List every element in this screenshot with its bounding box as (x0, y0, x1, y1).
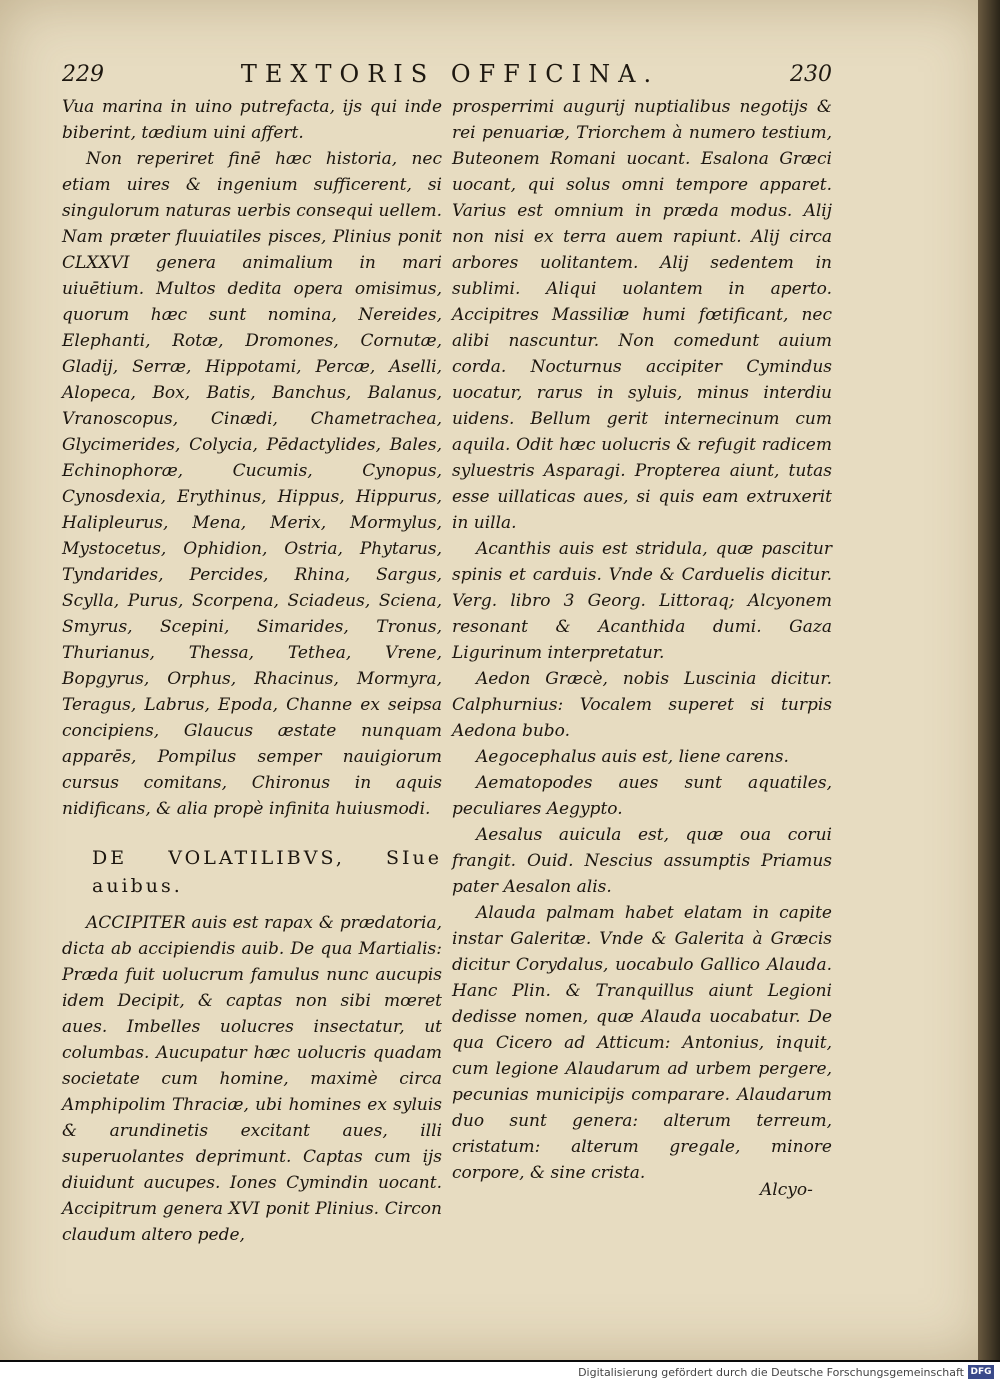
paragraph: Vua marina in uino putrefacta, ijs qui inde biberint, tædium uini affert. (62, 97, 442, 143)
paragraph: Alauda palmam habet elatam in capite instar Galeritæ. Vnde & Galerita à Græcis dicitur Corydalus, uocabulo Gallico Alauda. Hanc Plin. & Tranquillus aiunt Legioni dedisse nomen, quæ Alauda uocabatur. De qua Cicero ad Atticum: Antonius, inquit, cum legione Alaudarum ad urbem pergere, pecunias municipijs comparare. Alaudarum duo sunt genera: alterum terreum, cristatum: alterum gregale, minore corpore, & sine crista. (452, 903, 832, 1183)
page-number-right: 230 (790, 62, 832, 87)
left-column (62, 94, 442, 1248)
paragraph: prosperrimi augurij nuptialibus negotijs & rei penuariæ, Triorchem à numero testium, Buteonem Romani uocant. Esalona Græci uocant, qui solus omni tempore apparet. Varius est omnium in præda modus. Alij non nisi ex terra auem rapiunt. Alij circa arbores uolitantem. Alij sedentem in sublimi. Aliqui uolantem in aperto. Accipitres Massiliæ humi fœtificant, nec alibi nascuntur. Non comedunt auium corda. Nocturnus accipiter Cymindus uocatur, rarus in syluis, minus interdiu uidens. Bellum gerit internecinum cum aquila. Odit hæc uolucris & refugit radicem syluestris Asparagi. Propterea aiunt, tutas esse uillaticas aues, si quis eam extruxerit in uilla. (452, 97, 832, 533)
page-number-left: 229 (62, 62, 104, 87)
section-heading: DE VOLATILIBVS, SIue auibus. (92, 847, 442, 897)
paragraph: Non reperiret finē hæc historia, nec etiam uires & ingenium sufficerent, si singulorum naturas uerbis consequi uellem. Nam præter fluuiatiles pisces, Plinius ponit CLXXVI genera animalium in mari uiuētium. Multos dedita opera omisimus, quorum hæc sunt nomina, Nereides, Elephanti, Rotæ, Dromones, Cornutæ, Gladij, Serræ, Hippotami, Percæ, Aselli, Alopeca, Box, Batis, Banchus, Balanus, Vranoscopus, Cinædi, Chametrachea, Glycimerides, Colycia, Pēdactylides, Bales, Echinophoræ, Cucumis, Cynopus, Cynosdexia, Erythinus, Hippus, Hippurus, Halipleurus, Mena, Merix, Mormylus, Mystocetus, Ophidion, Ostria, Phytarus, Tyndarides, Percides, Rhina, Sargus, Scylla, Purus, Scorpena, Sciadeus, Sciena, Smyrus, Scepini, Simarides, Tronus, Thurianus, Thessa, Tethea, Vrene, Bopgyrus, Orphus, Rhacinus, Mormyra, Teragus, Labrus, Epoda, Channe ex seipsa concipiens, Glaucus æstate nunquam apparēs, Pompilus semper nauigiorum cursus comitans, Chironus in aquis nidificans, & alia propè infinita huiusmodi. (62, 149, 442, 819)
paragraph: Aegocephalus auis est, liene carens. (476, 747, 789, 767)
paragraph: Aedon Græcè, nobis Luscinia dicitur. Calphurnius: Vocalem superet si turpis Aedona bubo. (452, 669, 832, 741)
page-edge-shadow (978, 0, 1000, 1360)
paragraph: Aematopodes aues sunt aquatiles, peculiares Aegypto. (452, 773, 832, 819)
right-column (452, 94, 832, 1186)
running-title: TEXTORIS OFFICINA. (240, 60, 660, 88)
paragraph: ACCIPITER auis est rapax & prædatoria, dicta ab accipiendis auib. De qua Martialis: Præda fuit uolucrum famulus nunc aucupis idem Decipit, & captas non sibi mœret aues. Imbelles uolucres insectatur, ut columbas. Aucupatur hæc uolucris quadam societate cum homine, maximè circa Amphipolim Thraciæ, ubi homines ex syluis & arundinetis excitant aues, illi superuolantes deprimunt. Captas cum ijs diuidunt aucupes. Iones Cymindin uocant. Accipitrum genera XVI ponit Plinius. Circon claudum altero pede, (62, 913, 442, 1245)
paragraph: Acanthis auis est stridula, quæ pascitur spinis et carduis. Vnde & Carduelis dicitur. Verg. libro 3 Georg. Littoraq; Alcyonem resonant & Acanthida dumi. Gaza Ligurinum interpretatur. (452, 539, 832, 663)
funding-credit: Digitalisierung gefördert durch die Deutsche Forschungsgemeinschaft (578, 1366, 964, 1379)
paragraph: Aesalus auicula est, quæ oua corui frangit. Ouid. Nescius assumptis Priamus pater Aesalon alis. (452, 825, 832, 897)
catchword: Alcyo- (760, 1180, 813, 1200)
dfg-logo: DFG (968, 1365, 994, 1379)
